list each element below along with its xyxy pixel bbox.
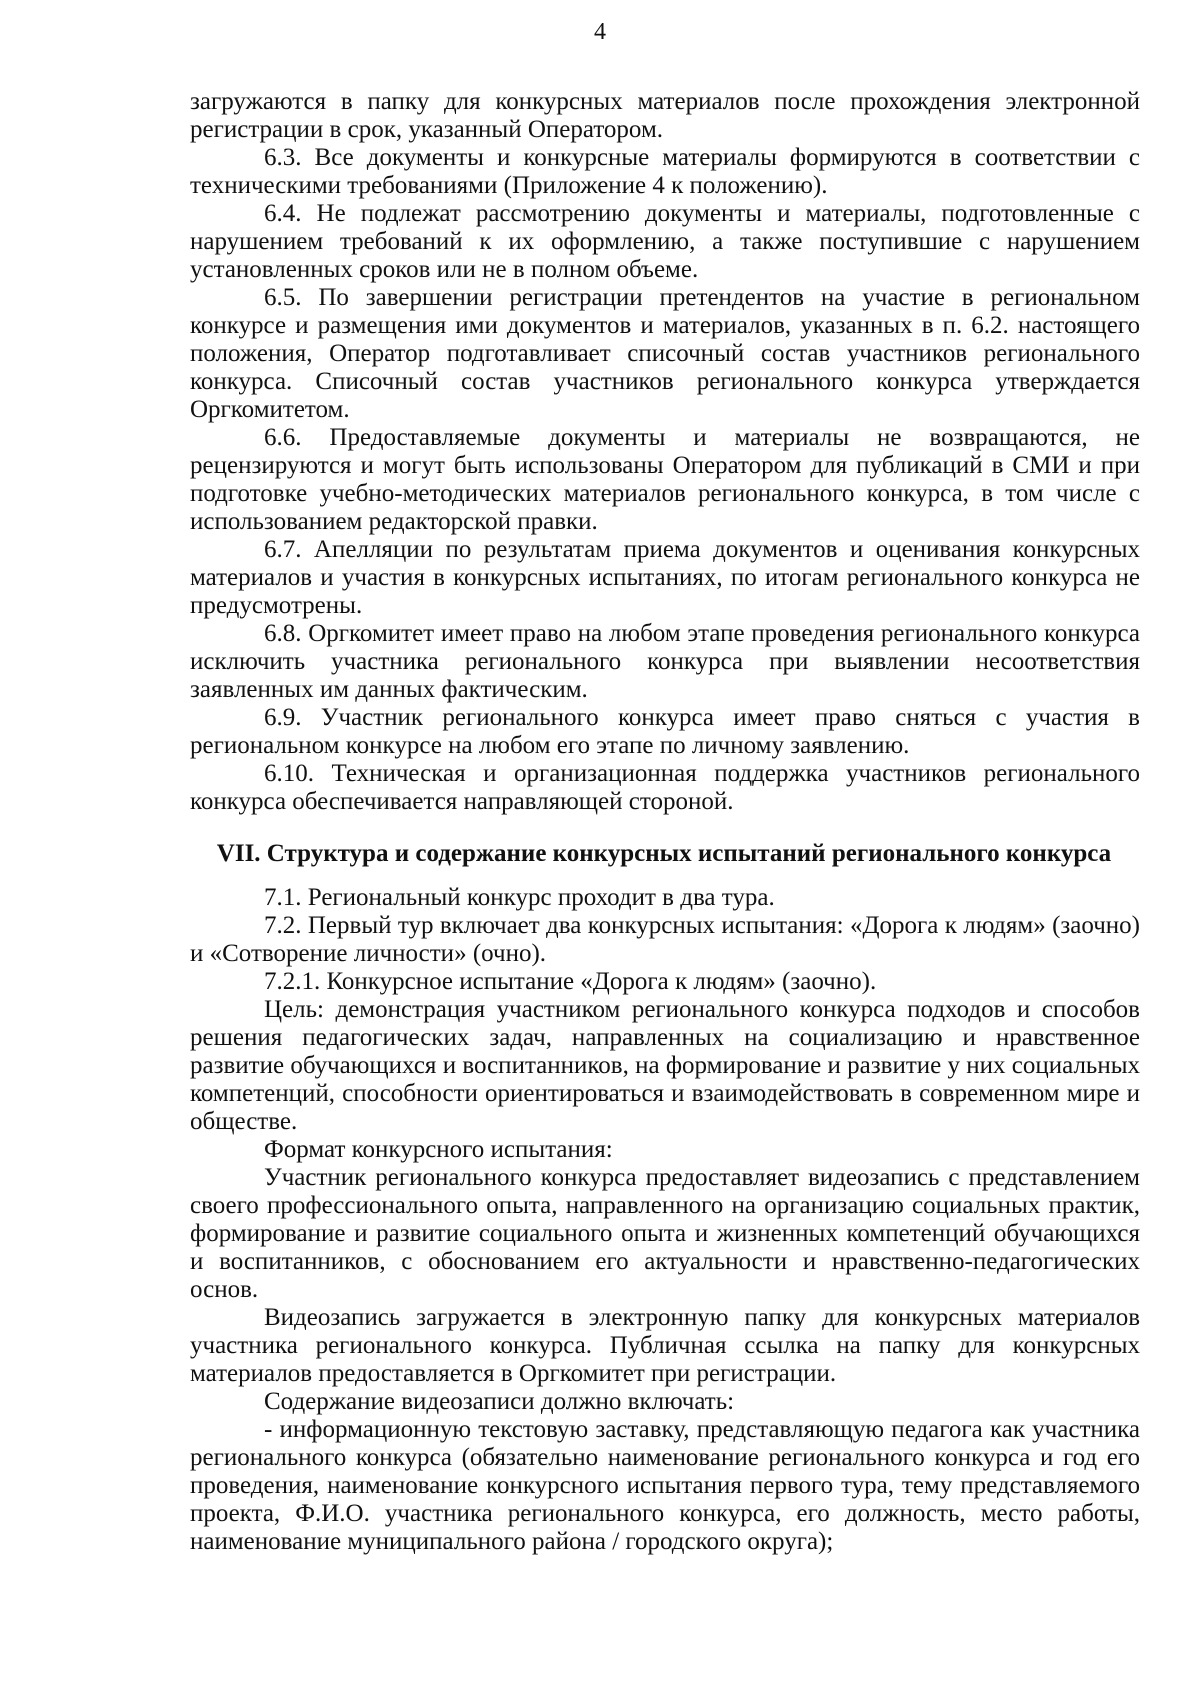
paragraph-video-content-title: Содержание видеозаписи должно включать:: [264, 1388, 735, 1415]
document-body: [190, 88, 1140, 1556]
paragraph-6-4: 6.4. Не подлежат рассмотрению документы и материалы, подготовленные с нарушением требований к их оформлению, а также поступившие с нарушением установленных сроков или не в полном объеме.: [190, 200, 1140, 283]
paragraph-6-7: 6.7. Апелляции по результатам приема документов и оценивания конкурсных материалов и участия в конкурсных испытаниях, по итогам регионального конкурса не предусмотрены.: [190, 536, 1140, 619]
paragraph-format-title: Формат конкурсного испытания:: [264, 1136, 613, 1163]
paragraph-video-upload: Видеозапись загружается в электронную папку для конкурсных материалов участника регионального конкурса. Публичная ссылка на папку для конкурсных материалов предоставляется в Оргкомитет при регистрации.: [190, 1304, 1140, 1387]
paragraph-6-10: 6.10. Техническая и организационная поддержка участников регионального конкурса обеспечивается направляющей стороной.: [190, 760, 1140, 815]
list-item-title-screen: - информационную текстовую заставку, представляющую педагога как участника регионального конкурса (обязательно наименование регионального конкурса и год его проведения, наименование конкурсного испытания первого тура, тему представляемого проекта, Ф.И.О. участника регионального конкурса, его должность, место работы, наименование муниципального района / городского округа);: [190, 1416, 1140, 1555]
paragraph-6-2-continuation: загружаются в папку для конкурсных материалов после прохождения электронной регистрации в срок, указанный Оператором.: [190, 88, 1140, 143]
section-7-heading: VII. Структура и содержание конкурсных испытаний регионального конкурса: [216, 840, 1112, 867]
paragraph-goal: Цель: демонстрация участником регионального конкурса подходов и способов решения педагогических задач, направленных на социализацию и нравственное развитие обучающихся и воспитанников, на формирование и развитие у них социальных компетенций, способности ориентироваться и взаимодействовать в современном мире и обществе.: [190, 996, 1140, 1135]
paragraph-format-description: Участник регионального конкурса предоставляет видеозапись с представлением своего профессионального опыта, направленного на организацию социальных практик, формирование и развитие социального опыта и жизненных компетенций обучающихся и воспитанников, с обоснованием его актуальности и нравственно-педагогических основ.: [190, 1164, 1140, 1303]
paragraph-6-6: 6.6. Предоставляемые документы и материалы не возвращаются, не рецензируются и могут быть использованы Оператором для публикаций в СМИ и при подготовке учебно-методических материалов регионального конкурса, в том числе с использованием редакторской правки.: [190, 424, 1140, 535]
paragraph-6-5: 6.5. По завершении регистрации претендентов на участие в региональном конкурсе и размещения ими документов и материалов, указанных в п. 6.2. настоящего положения, Оператор подготавливает списочный состав участников регионального конкурса. Списочный состав участников регионального конкурса утверждается Оргкомитетом.: [190, 284, 1140, 423]
paragraph-7-2-1: 7.2.1. Конкурсное испытание «Дорога к людям» (заочно).: [264, 968, 877, 995]
page-number: 4: [594, 19, 606, 45]
paragraph-7-1: 7.1. Региональный конкурс проходит в два тура.: [264, 884, 775, 911]
paragraph-6-8: 6.8. Оргкомитет имеет право на любом этапе проведения регионального конкурса исключить участника регионального конкурса при выявлении несоответствия заявленных им данных фактическим.: [190, 620, 1140, 703]
paragraph-7-2: 7.2. Первый тур включает два конкурсных испытания: «Дорога к людям» (заочно) и «Сотворение личности» (очно).: [190, 912, 1140, 967]
paragraph-6-9: 6.9. Участник регионального конкурса имеет право сняться с участия в региональном конкурсе на любом его этапе по личному заявлению.: [190, 704, 1140, 759]
paragraph-6-3: 6.3. Все документы и конкурсные материалы формируются в соответствии с техническими требованиями (Приложение 4 к положению).: [190, 144, 1140, 199]
